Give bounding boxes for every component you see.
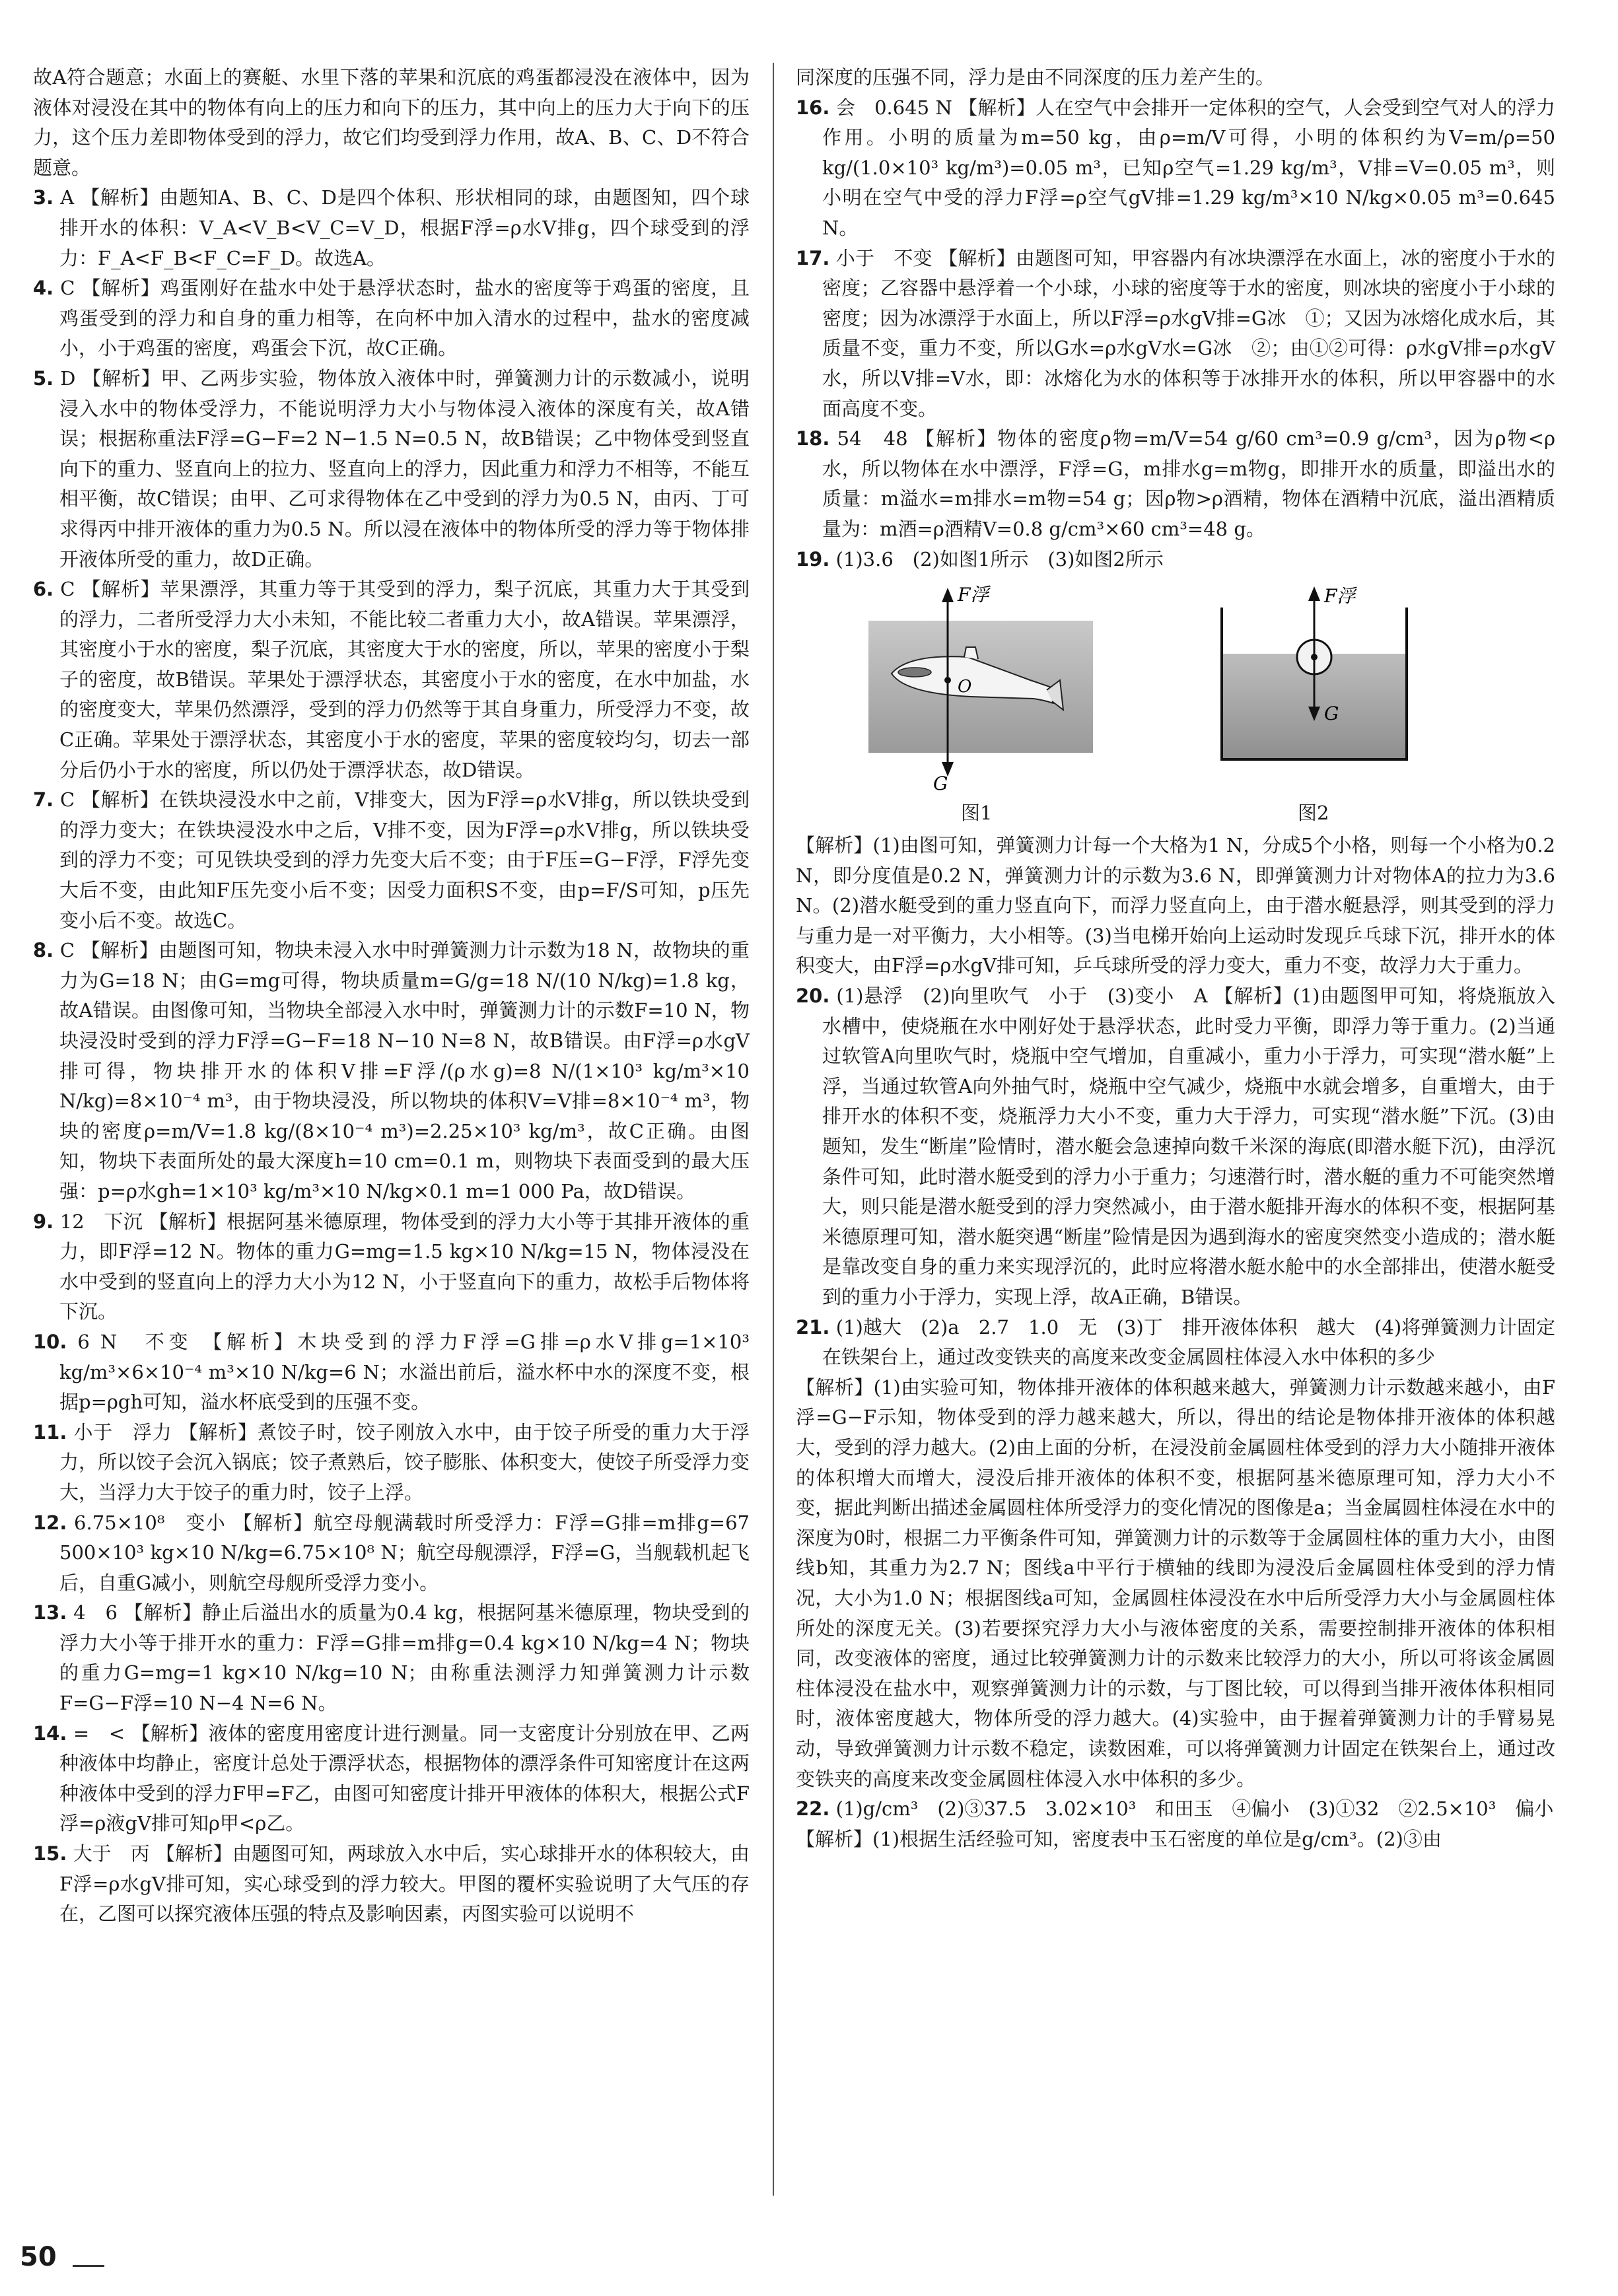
answer-text: 小于 浮力 【解析】煮饺子时，饺子刚放入水中，由于饺子所受的重力大于浮力，所以饺子会沉入锅底；饺子煮熟后，饺子膨胀、体积变大，使饺子所受浮力变大，当浮力大于饺子的重力时，饺子上浮。: [59, 1420, 750, 1504]
answer-text: C 【解析】由题图可知，物块未浸入水中时弹簧测力计示数为18 N，故物块的重力为G=18 N；由G=mg可得，物块质量m=G/g=18 N/(10 N/kg)=1.8 kg，故A错误。由图像可知，当物块全部浸入水中时，弹簧测力计的示数F=10 N，物块浸没时受到的浮力F浮=G−F=18 N−10 N=8 N，故B错误。由F浮=ρ水gV排可得，物块排开水的体积V排=F浮/(ρ水g)=8 N/(1×10³ kg/m³×10 N/kg)=8×10⁻⁴ m³，由于物块浸没，所以物块的体积V=V排=8×10⁻⁴ m³，物块的密度ρ=m/V=1.8 kg/(8×10⁻⁴ m³)=2.25×10³ kg/m³，故C正确。由图知，物块下表面所处的最大深度h=10 cm=0.1 m，则物块下表面受到的最大压强：p=ρ水gh=1×10³ kg/m³×10 N/kg×0.1 m=1 000 Pa，故D错误。: [59, 939, 750, 1202]
right-column-top: [796, 63, 1555, 574]
answer-continuation: [796, 63, 1555, 93]
answer-number: 11.: [33, 1420, 67, 1444]
buoyancy-arrowhead: [942, 588, 954, 602]
answer-text: 小于 不变 【解析】由题图可知，甲容器内有冰块漂浮在水面上，冰的密度小于水的密度；乙容器中悬浮着一个小球，小球的密度等于水的密度，则冰块的密度小于小球的密度；因为冰漂浮于水面上，所以F浮=ρ水gV排=G冰 ①；又因为冰熔化成水后，其质量不变，重力不变，所以G水=ρ水gV水=G冰 ②；由①②可得：ρ水gV排=ρ水gV水，所以V排=V水，即：冰熔化为水的体积等于冰排开水的体积，所以甲容器中的水面高度不变。: [822, 246, 1555, 420]
answer-number: 14.: [33, 1722, 67, 1745]
answer-text: 故A符合题意；水面上的赛艇、水里下落的苹果和沉底的鸡蛋都浸没在液体中，因为液体对浸没在其中的物体有向上的压力和向下的压力，其中向上的压力大于向下的压力，这个压力差即物体受到的浮力，故它们均受到浮力作用，故A、B、C、D不符合题意。: [33, 66, 750, 179]
page-number: 50: [20, 2242, 57, 2272]
figure-row: [796, 581, 1555, 825]
answer-item: [33, 1327, 750, 1418]
ball-center: [1311, 654, 1318, 660]
answer-text: 6.75×10⁸ 变小 【解析】航空母舰满载时所受浮力：F浮=G排=m排g=67 500×10³ kg×10 N/kg=6.75×10⁸ N；航空母舰漂浮，F浮=G，当舰载机起飞后，自重G减小，则航空母舰所受浮力变小。: [59, 1511, 750, 1594]
answer-continuation: [796, 831, 1555, 981]
answer-number: 19.: [796, 547, 830, 571]
answer-text: 54 48 【解析】物体的密度ρ物=m/V=54 g/60 cm³=0.9 g/cm³，因为ρ物<ρ水，所以物体在水中漂浮，F浮=G，m排水g=m物g，即排开水的质量，即溢出水的质量：m溢水=m排水=m物=54 g；因ρ物>ρ酒精，物体在酒精中沉底，溢出酒精质量为：m酒=ρ酒精V=0.8 g/cm³×60 cm³=48 g。: [822, 427, 1555, 540]
answer-item: [33, 364, 750, 574]
answer-item: [796, 1313, 1555, 1373]
answer-text: 【解析】(1)由实验可知，物体排开液体的体积越来越大，弹簧测力计示数越来越小，由F浮=G−F示知，物体受到的浮力越来越大，所以，得出的结论是物体排开液体的体积越大，受到的浮力越大。(2)由上面的分析，在浸没前金属圆柱体受到的浮力大小随排开液体的体积增大而增大，浸没后排开液体的体积不变，根据阿基米德原理可知，浮力大小不变，据此判断出描述金属圆柱体所受浮力的变化情况的图像是a；当金属圆柱体浸在水中的深度为0时，根据二力平衡条件可知，弹簧测力计的示数等于金属圆柱体的重力大小，由图线b知，其重力为2.7 N；图线a中平行于横轴的线即为浸没后金属圆柱体受到的浮力情况，大小为1.0 N；根据图线a可知，金属圆柱体浸没在水中后所受浮力大小与金属圆柱体所处的深度无关。(3)若要探究浮力大小与液体密度的关系，需要控制排开液体的体积相同，改变液体的密度，通过比较弹簧测力计的示数来比较浮力的大小，所以可将该金属圆柱体浸没在盐水中，观察弹簧测力计的示数，与丁图比较，可以得到当排开液体体积相同时，液体密度越大，物体所受的浮力越大。(4)实验中，由于握着弹簧测力计的手臂易晃动，导致弹簧测力计示数不稳定，读数困难，可以将弹簧测力计固定在铁架台上，通过改变铁夹的高度来改变金属圆柱体浸入水中体积的多少。: [796, 1375, 1555, 1790]
answer-text: C 【解析】在铁块浸没水中之前，V排变大，因为F浮=ρ水V排g，所以铁块受到的浮力变大；在铁块浸没水中之后，V排不变，因为F浮=ρ水V排g，所以铁块受到的浮力不变；可见铁块受到的浮力先变大后不变；由于F压=G−F浮，F浮先变大后不变，由此知F压先变小后不变；因受力面积S不变，由p=F/S可知，p压先变小后不变。故选C。: [59, 788, 750, 932]
answer-text: (1)g/cm³ (2)③37.5 3.02×10³ 和田玉 ④偏小 (3)①32 ②2.5×10³ 偏小: [835, 1797, 1554, 1821]
answer-item: [33, 1508, 750, 1599]
answer-number: 3.: [33, 186, 54, 209]
buoyancy-arrowhead-2: [1308, 586, 1320, 601]
right-column: [796, 63, 1555, 1854]
answer-continuation: [33, 63, 750, 183]
answer-text: (1)悬浮 (2)向里吹气 小于 (3)变小 A 【解析】(1)由题图甲可知，将烧瓶放入水槽中，使烧瓶在水中刚好处于悬浮状态，此时受力平衡，即浮力等于重力。(2)当通过软管A向里吹气时，烧瓶中空气增加，自重减小，重力小于浮力，可实现“潜水艇”上浮，当通过软管A向外抽气时，烧瓶中空气减少，烧瓶中水就会增多，自重增大，由于排开水的体积不变，烧瓶浮力大小不变，重力大于浮力，可实现“潜水艇”下沉。(3)由题知，发生“断崖”险情时，潜水艇会急速掉向数千米深的海底(即潜水艇下沉)，由浮沉条件可知，此时潜水艇受到的浮力小于重力；匀速潜行时，潜水艇的重力不可能突然增大，则只能是潜水艇受到的浮力突然减小，由于潜水艇排开海水的体积不变，根据阿基米德原理可知，潜水艇突遇“断崖”险情是因为遇到海水的密度突然变小造成的；潜水艇是靠改变自身的重力来实现浮沉的，此时应将潜水艇水舱中的水全部排出，使潜水艇受到的重力小于浮力，实现上浮，故A正确，B错误。: [822, 985, 1555, 1308]
answer-item: [796, 244, 1555, 425]
answer-continuation: [796, 1373, 1555, 1794]
answer-number: 10.: [33, 1330, 67, 1353]
answer-item: [33, 785, 750, 936]
answer-number: 13.: [33, 1601, 67, 1624]
answer-continuation: [796, 1825, 1555, 1855]
ball-container-diagram: [1205, 581, 1423, 792]
answer-item: [796, 424, 1555, 544]
answer-number: 7.: [33, 788, 54, 812]
answer-text: = < 【解析】液体的密度用密度计进行测量。同一支密度计分别放在甲、乙两种液体中均静止，密度计总处于漂浮状态，根据物体的漂浮条件可知密度计在这两种液体中受到的浮力F甲=F乙，由图可知密度计排开甲液体的体积大，根据公式F浮=ρ液gV排可知ρ甲<ρ乙。: [59, 1722, 750, 1835]
answer-item: [796, 981, 1555, 1313]
submarine-diagram: [855, 581, 1106, 792]
label-g-2: G: [1324, 703, 1339, 725]
answer-text: A 【解析】由题知A、B、C、D是四个体积、形状相同的球，由题图知，四个球排开水的体积：V_A<V_B<V_C=V_D，根据F浮=ρ水V排g，四个球受到的浮力：F_A<F_B<F_C=F_D。故选A。: [59, 186, 750, 269]
answer-text: 大于 丙 【解析】由题图可知，两球放入水中后，实心球排开水的体积较大，由F浮=ρ水gV排可知，实心球受到的浮力较大。甲图的覆杯实验说明了大气压的存在，乙图可以探究液体压强的特点及影响因素，丙图实验可以说明不: [59, 1842, 750, 1926]
answer-number: 6.: [33, 578, 54, 601]
answer-number: 16.: [796, 96, 830, 119]
answer-item: [796, 93, 1555, 244]
answer-number: 8.: [33, 939, 54, 962]
right-column-bottom: [796, 831, 1555, 1854]
answer-text: 【解析】(1)由图可知，弹簧测力计每一个大格为1 N，分成5个小格，则每一个小格为0.2 N，即分度值是0.2 N，弹簧测力计的示数为3.6 N，即弹簧测力计对物体A的拉力为3.6 N。(2)潜水艇受到的重力竖直向下，而浮力竖直向上，由于潜水艇悬浮，则其受到的浮力与重力是一对平衡力，大小相等。(3)当电梯开始向上运动时发现乒乓球下沉，排开水的体积变大，由F浮=ρ水gV排可知，乒乓球所受的浮力变大，重力不变，故浮力大于重力。: [796, 834, 1555, 977]
answer-item: [33, 1418, 750, 1508]
answer-text: (1)越大 (2)a 2.7 1.0 无 (3)丁 排开液体体积 越大 (4)将弹簧测力计固定在铁架台上，通过改变铁夹的高度来改变金属圆柱体浸入水中体积的多少: [822, 1315, 1555, 1369]
answer-item: [33, 574, 750, 785]
answer-number: 9.: [33, 1210, 54, 1233]
answer-number: 21.: [796, 1315, 830, 1339]
label-f-buoyancy: F浮: [958, 584, 989, 606]
figure-1-caption: 图1: [961, 802, 993, 825]
figure-2: [1205, 581, 1423, 825]
answer-number: 17.: [796, 246, 830, 269]
answer-number: 15.: [33, 1842, 67, 1865]
answer-number: 12.: [33, 1511, 67, 1534]
left-column: [33, 63, 750, 1930]
answer-item: [33, 1719, 750, 1839]
answer-item: [33, 273, 750, 364]
answer-text: 会 0.645 N 【解析】人在空气中会排开一定体积的空气，人会受到空气对人的浮力作用。小明的质量为m=50 kg，由ρ=m/V可得，小明的体积约为V=m/ρ=50 kg/(1.0×10³ kg/m³)=0.05 m³，已知ρ空气=1.29 kg/m³，V排=V=0.05 m³，则小明在空气中受的浮力F浮=ρ空气gV排=1.29 kg/m³×10 N/kg×0.05 m³=0.645 N。: [822, 96, 1556, 239]
column-divider: [773, 63, 774, 2196]
label-g: G: [933, 773, 948, 793]
answer-number: 22.: [796, 1797, 830, 1821]
answer-text: D 【解析】甲、乙两步实验，物体放入液体中时，弹簧测力计的示数减小，说明浸入水中的物体受浮力，不能说明浮力大小与物体浸入液体的深度有关，故A错误；根据称重法F浮=G−F=2 N−1.5 N=0.5 N，故B错误；乙中物体受到竖直向下的重力、竖直向上的拉力、竖直向上的浮力，因此重力和浮力不相等，不能互相平衡，故C错误；由甲、乙可求得物体在乙中受到的浮力为0.5 N，由丙、丁可求得丙中排开液体的重力为0.5 N。所以浸在液体中的物体所受的浮力等于物体排开液体所受的重力，故D正确。: [59, 366, 750, 571]
answer-text: 6 N 不变 【解析】木块受到的浮力F浮=G排=ρ水V排g=1×10³ kg/m³×6×10⁻⁴ m³×10 N/kg=6 N；水溢出前后，溢水杯中水的深度不变，根据p=ρgh可知，溢水杯底受到的压强不变。: [59, 1330, 750, 1414]
answer-text: 同深度的压强不同，浮力是由不同深度的压力差产生的。: [796, 66, 1275, 88]
label-f-buoyancy-2: F浮: [1324, 585, 1356, 608]
center-point: [944, 677, 951, 683]
answer-item: [33, 183, 750, 273]
answer-number: 18.: [796, 427, 830, 450]
label-o: O: [958, 677, 972, 697]
answer-text: 4 6 【解析】静止后溢出水的质量为0.4 kg，根据阿基米德原理，物块受到的浮力大小等于排开水的重力：F浮=G排=m排g=0.4 kg×10 N/kg=4 N；物块的重力G=mg=1 kg×10 N/kg=10 N；由称重法测浮力知弹簧测力计示数F=G−F浮=10 N−4 N=6 N。: [59, 1601, 750, 1715]
answer-item: [33, 1598, 750, 1718]
answer-text: 12 下沉 【解析】根据阿基米德原理，物体受到的浮力大小等于其排开液体的重力，即F浮=12 N。物体的重力G=mg=1.5 kg×10 N/kg=15 N，物体浸没在水中受到的竖直向上的浮力大小为12 N，小于竖直向下的重力，故松手后物体将下沉。: [59, 1210, 750, 1323]
answer-item: [33, 1839, 750, 1930]
answer-item: [33, 936, 750, 1206]
answer-item: [796, 1794, 1555, 1825]
answer-item: [796, 545, 1555, 575]
answer-text: C 【解析】鸡蛋刚好在盐水中处于悬浮状态时，盐水的密度等于鸡蛋的密度，且鸡蛋受到的浮力和自身的重力相等，在向杯中加入清水的过程中，盐水的密度减小，小于鸡蛋的密度，鸡蛋会下沉，故C正确。: [59, 277, 750, 360]
answer-number: 4.: [33, 277, 54, 300]
figure-2-caption: 图2: [1298, 802, 1329, 825]
figure-1: [855, 581, 1106, 825]
answer-number: 20.: [796, 985, 830, 1008]
answer-text: (1)3.6 (2)如图1所示 (3)如图2所示: [835, 547, 1164, 571]
answer-text: C 【解析】苹果漂浮，其重力等于其受到的浮力，梨子沉底，其重力大于其受到的浮力，二者所受浮力大小未知，不能比较二者重力大小，故A错误。苹果漂浮，其密度小于水的密度，梨子沉底，其密度大于水的密度，所以，苹果的密度小于梨子的密度，故B错误。苹果处于漂浮状态，其密度小于水的密度，在水中加盐，水的密度变大，苹果仍然漂浮，受到的浮力仍然等于其自身重力，所受浮力不变，故C正确。苹果处于漂浮状态，其密度小于水的密度，苹果的密度较均匀，切去一部分后仍小于水的密度，所以仍处于漂浮状态，故D错误。: [59, 578, 750, 781]
answer-item: [33, 1207, 750, 1327]
answer-number: 5.: [33, 366, 54, 390]
answer-text: 【解析】(1)根据生活经验可知，密度表中玉石密度的单位是g/cm³。(2)③由: [796, 1827, 1442, 1850]
page-number-dash: [73, 2265, 104, 2267]
